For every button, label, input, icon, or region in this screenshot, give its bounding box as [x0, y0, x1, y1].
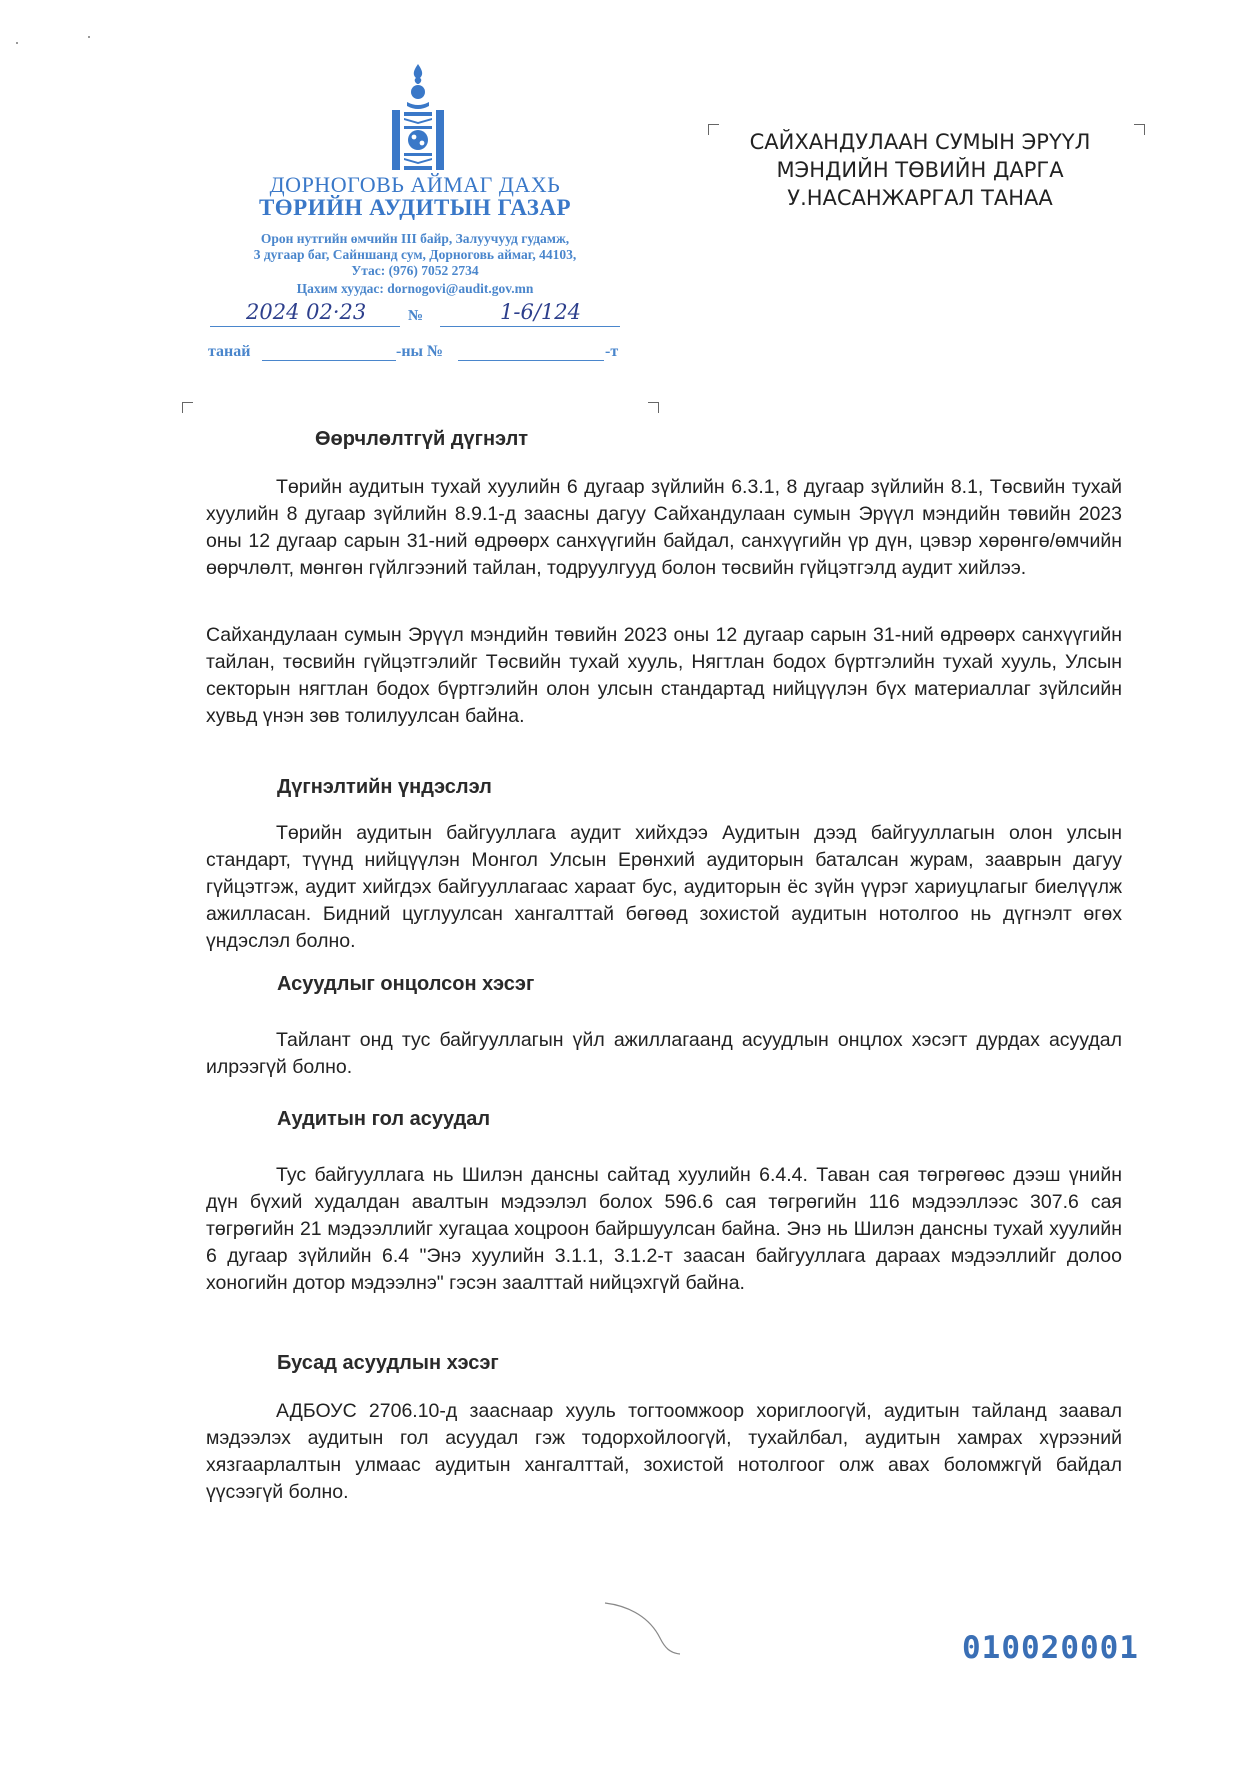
number-label: №	[408, 308, 424, 324]
recipient-line3: У.НАСАНЖАРГАЛ ТАНАА	[787, 186, 1053, 210]
reply-reference-line	[208, 343, 628, 365]
pen-mark-icon	[600, 1598, 710, 1658]
org-name-line1: ДОРНОГОВЬ АЙМАГ ДАХЬ	[269, 172, 561, 197]
paragraph-1: Төрийн аудитын тухай хуулийн 6 дугаар зүйлийн 6.3.1, 8 дугаар зүйлийн 8.1, Төсвийн тухай хуулийн 8 дугаар зүйлийн 8.9.1-д заасны дагуу Сайхандулаан сумын Эрүүл мэндийн төвийн 2023 оны 12 дугаар сарын 31-ний өдрөөрх санхүүгийн байдал, санхүүгийн үр дүн, цэвэр хөрөнгө/өмчийн өөрчлөлт, мөнгөн гүйлгээний тайлан, тодруулгууд болон төсвийн гүйцэтгэлд аудит хийлээ.	[206, 476, 1122, 579]
date-underline	[210, 326, 400, 327]
number-underline	[440, 326, 620, 327]
page-number-stamp: 010020001	[962, 1630, 1139, 1666]
org-name-line2: ТӨРИЙН АУДИТЫН ГАЗАР	[258, 195, 572, 220]
corner-mark-top-right	[1134, 124, 1145, 135]
corner-mark-right	[648, 402, 659, 413]
handwritten-date: 2024 02·23	[246, 300, 367, 324]
paragraph-5: Тус байгууллага нь Шилэн дансны сайтад хуулийн 6.4.4. Таван сая төгрөгөөс дээш үнийн дүн бүхий худалдан авалтын мэдээлэл болох 596.6 сая төгрөгийн 116 мэдээллээс 307.6 сая төгрөгийн 21 мэдээллийг хугацаа хоцроон байршуулсан байна. Энэ нь Шилэн дансны тухай хуулийн 6 дугаар зүйлийн 6.4 "Энэ хуулийн 3.1.1, 3.1.2-т заасан байгууллага дараах мэдээллийг долоо хоногийн дотор мэдээлнэ" гэсэн заалттай нийцэхгүй байна.	[206, 1164, 1122, 1294]
email-line: Цахим хуудас: dornogovi@audit.gov.mn	[296, 281, 534, 296]
reply-blank-1	[262, 360, 396, 361]
reply-suffix: -т	[605, 343, 619, 360]
paragraph-3: Төрийн аудитын байгууллага аудит хийхдээ Аудитын дээд байгууллагын олон улсын стандарт, түүнд нийцүүлэн Монгол Улсын Ерөнхий аудиторын баталсан журам, зааврын дагуу гүйцэтгэж, аудит хийгдэх байгууллагаас хараат бус, аудиторын ёс зүйн үүрэг хариуцлагыг биелүүлж ажилласан. Бидний цуглуулсан хангалттай бөгөөд зохистой аудитын нотолгоо нь дүгнэлт өгөх үндэслэл болно.	[206, 822, 1122, 952]
scan-speck	[16, 42, 18, 44]
scan-speck	[88, 36, 90, 38]
recipient-block	[710, 128, 1130, 212]
heading-emphasis: Асуудлыг онцолсон хэсэг	[277, 973, 535, 995]
reply-mid: -ны №	[396, 343, 444, 360]
handwritten-number: 1-6/124	[500, 300, 581, 324]
reference-line	[210, 300, 620, 330]
paragraph-2: Сайхандулаан сумын Эрүүл мэндийн төвийн 2023 оны 12 дугаар сарын 31-ний өдрөөрх санхүүгийн тайлан, төсвийн гүйцэтгэлийг Төсвийн тухай хууль, Нягтлан бодох бүртгэлийн тухай хууль, Улсын секторын нягтлан бодох бүртгэлийн олон улсын стандартад нийцүүлэн бүх материаллаг зүйлсийн хувьд үнэн зөв толилуулсан байна.	[206, 624, 1122, 727]
phone-line: Утас: (976) 7052 2734	[351, 263, 479, 278]
reply-prefix: танай	[208, 343, 251, 360]
address-line2: 3 дугаар баг, Сайншанд сум, Дорноговь аймаг, 44103,	[253, 247, 577, 262]
recipient-line2: МЭНДИЙН ТӨВИЙН ДАРГА	[776, 158, 1064, 182]
paragraph-4: Тайлант онд тус байгууллагын үйл ажиллагаанд асуудлын онцлох хэсэгт дурдах асуудал илрээгүй болно.	[206, 1029, 1122, 1078]
corner-mark-left	[182, 402, 193, 413]
heading-other-matters: Бусад асуудлын хэсэг	[277, 1352, 499, 1374]
recipient-line1: САЙХАНДУЛААН СУМЫН ЭРҮҮЛ	[749, 130, 1091, 154]
address-line1: Орон нутгийн өмчийн III байр, Залуучууд гудамж,	[260, 231, 570, 246]
soyombo-emblem-icon	[390, 62, 446, 180]
heading-key-matters: Аудитын гол асуудал	[277, 1108, 491, 1130]
paragraph-6: АДБОУС 2706.10-д зааснаар хууль тогтоомжоор хориглоогүй, аудитын тайланд заавал мэдээлэх аудитын гол асуудал гэж тодорхойлоогүй, тухайлбал, аудитын хамрах хүрээний хязгаарлалтын улмаас аудитын хангалттай, зохистой нотолгоог олж авах боломжгүй байдал үүсээгүй болно.	[206, 1400, 1122, 1503]
heading-basis: Дүгнэлтийн үндэслэл	[277, 776, 492, 798]
reply-blank-2	[458, 360, 604, 361]
heading-opinion: Өөрчлөлтгүй дүгнэлт	[315, 428, 529, 450]
